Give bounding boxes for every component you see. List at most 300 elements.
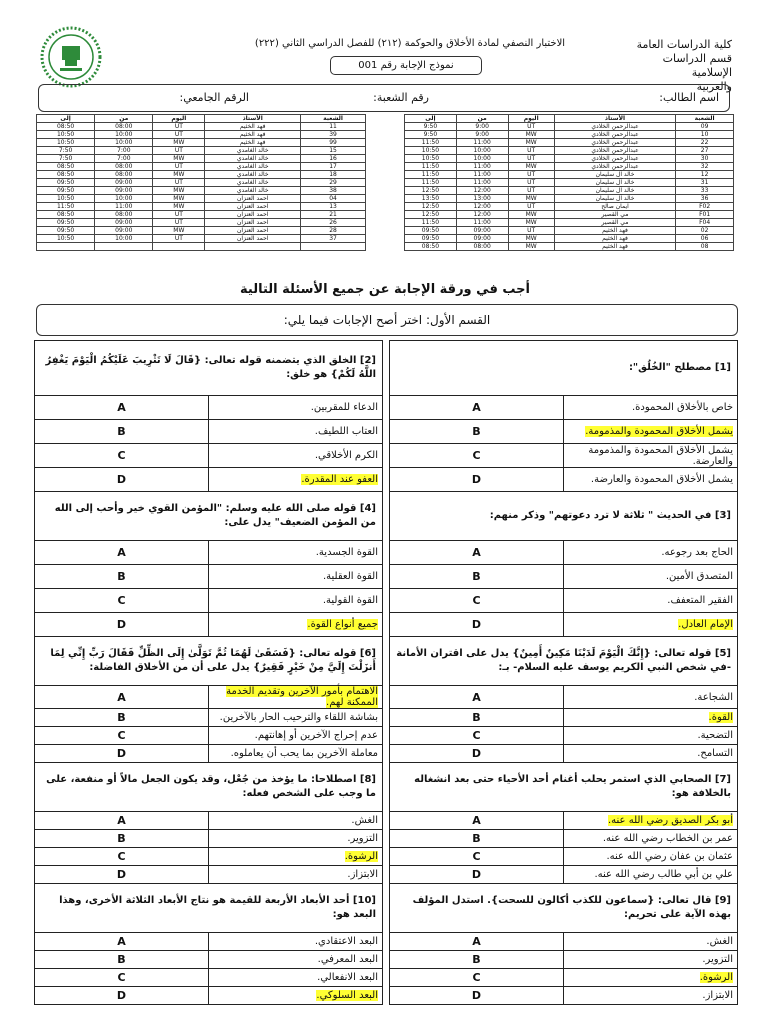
university-logo bbox=[40, 26, 102, 88]
schedule-cell: 09:50 bbox=[37, 227, 95, 235]
correct-answer-text: الرشوة. bbox=[344, 851, 378, 862]
option-text: يشمل الأخلاق المحمودة والعارضة. bbox=[590, 474, 733, 485]
question-row bbox=[35, 884, 738, 933]
schedule-cell: 9:00 bbox=[456, 123, 508, 131]
schedule-header-cell: إلى bbox=[405, 115, 457, 123]
schedule-cell: عبدالرحمن الخلادي bbox=[554, 147, 675, 155]
schedule-row bbox=[37, 139, 366, 147]
college-line: قسم الدراسات الإسلامية bbox=[662, 52, 732, 79]
column-separator bbox=[383, 341, 390, 396]
schedule-cell: 10:50 bbox=[37, 139, 95, 147]
option-letter[interactable]: B bbox=[35, 420, 209, 444]
option-cell[interactable] bbox=[209, 727, 383, 745]
question-text: [4] قوله صلى الله عليه وسلم: "المؤمن القوي خير وأحب إلى الله من المؤمن الضعيف" يدل على: bbox=[35, 492, 383, 541]
column-separator bbox=[383, 933, 390, 951]
schedule-cell: 11:00 bbox=[456, 163, 508, 171]
schedule-header-cell: من bbox=[456, 115, 508, 123]
option-cell[interactable] bbox=[564, 727, 738, 745]
schedule-cell: 09:50 bbox=[405, 227, 457, 235]
schedule-cell: 10:00 bbox=[456, 155, 508, 163]
question-row bbox=[35, 341, 738, 396]
option-letter[interactable]: C bbox=[390, 848, 564, 866]
schedule-row bbox=[405, 243, 734, 251]
schedule-cell: عبدالرحمن الخلادي bbox=[554, 155, 675, 163]
question-text: [10] أحد الأبعاد الأربعة للقيمة هو نتاج الأبعاد الثلاثة الأخرى، وهذا البعد هو: bbox=[35, 884, 383, 933]
schedule-row bbox=[37, 219, 366, 227]
schedule-row bbox=[405, 227, 734, 235]
schedule-cell bbox=[95, 243, 153, 251]
option-cell[interactable] bbox=[564, 866, 738, 884]
column-separator bbox=[383, 727, 390, 745]
schedule-cell: 08:50 bbox=[37, 163, 95, 171]
schedule-row bbox=[37, 235, 366, 243]
option-row bbox=[35, 396, 738, 420]
option-letter[interactable]: B bbox=[390, 565, 564, 589]
option-letter[interactable]: C bbox=[35, 444, 209, 468]
exam-instruction: أجب في ورقة الإجابة عن جميع الأسئلة التالية bbox=[240, 282, 530, 297]
option-text: عمر بن الخطاب رضي الله عنه. bbox=[602, 833, 733, 844]
schedule-cell: 37 bbox=[301, 235, 366, 243]
column-separator bbox=[383, 812, 390, 830]
option-cell[interactable] bbox=[209, 565, 383, 589]
schedule-row bbox=[405, 123, 734, 131]
correct-answer-text: أبو بكر الصديق رضي الله عنه. bbox=[608, 815, 733, 826]
schedule-cell: 08:50 bbox=[37, 211, 95, 219]
option-cell[interactable] bbox=[209, 933, 383, 951]
schedule-cell: 11:50 bbox=[405, 179, 457, 187]
schedule-cell: MW bbox=[508, 131, 554, 139]
option-letter[interactable]: B bbox=[35, 565, 209, 589]
schedule-cell: مي القصير bbox=[554, 219, 675, 227]
option-row bbox=[35, 866, 738, 884]
schedule-cell: 12:00 bbox=[456, 211, 508, 219]
option-letter[interactable]: D bbox=[390, 613, 564, 637]
schedule-cell: 10:00 bbox=[95, 195, 153, 203]
schedule-cell: 10:00 bbox=[95, 131, 153, 139]
option-cell[interactable] bbox=[564, 541, 738, 565]
option-cell[interactable] bbox=[564, 812, 738, 830]
option-letter[interactable]: D bbox=[35, 613, 209, 637]
option-letter[interactable]: A bbox=[390, 812, 564, 830]
schedule-cell: MW bbox=[508, 235, 554, 243]
option-letter[interactable]: A bbox=[35, 686, 209, 709]
option-letter[interactable]: C bbox=[390, 727, 564, 745]
schedule-row bbox=[405, 203, 734, 211]
schedule-cell: F01 bbox=[676, 211, 734, 219]
option-letter[interactable]: A bbox=[390, 541, 564, 565]
schedule-cell: F04 bbox=[676, 219, 734, 227]
option-cell[interactable] bbox=[209, 987, 383, 1005]
schedule-cell: 28 bbox=[301, 227, 366, 235]
option-text: الفقير المتعفف. bbox=[667, 595, 733, 606]
option-cell[interactable] bbox=[209, 396, 383, 420]
schedule-cell: 36 bbox=[676, 195, 734, 203]
schedule-cell: UT bbox=[153, 123, 205, 131]
question-text: [9] قال تعالى: {سماعون للكذب أكالون للسحت}. استدل المؤلف بهذه الآية على تحريم: bbox=[390, 884, 738, 933]
schedule-row bbox=[405, 131, 734, 139]
schedule-cell: 10:00 bbox=[456, 147, 508, 155]
schedule-cell: 08:50 bbox=[37, 171, 95, 179]
option-letter[interactable]: B bbox=[35, 830, 209, 848]
schedule-cell: فهد الخثيم bbox=[554, 243, 675, 251]
schedule-cell: 13:00 bbox=[456, 195, 508, 203]
schedule-cell: MW bbox=[508, 195, 554, 203]
option-cell[interactable] bbox=[564, 987, 738, 1005]
schedule-cell: ايمان صالح bbox=[554, 203, 675, 211]
schedule-cell: 08:00 bbox=[95, 163, 153, 171]
schedule-cell: 12:00 bbox=[456, 187, 508, 195]
schedule-cell: خالد الغامدي bbox=[205, 179, 301, 187]
exam-title: الاختبار النصفي لمادة الأخلاق والحوكمة (٢١٢) للفصل الدراسي الثاني (٢٢٢) bbox=[254, 38, 566, 49]
option-letter[interactable]: C bbox=[35, 848, 209, 866]
option-row bbox=[35, 848, 738, 866]
option-cell[interactable] bbox=[209, 848, 383, 866]
schedule-cell: 08:00 bbox=[456, 243, 508, 251]
option-cell[interactable] bbox=[564, 709, 738, 727]
schedule-cell: 7:00 bbox=[95, 147, 153, 155]
schedule-cell: 99 bbox=[301, 139, 366, 147]
schedule-header-cell: من bbox=[95, 115, 153, 123]
option-cell[interactable] bbox=[564, 745, 738, 763]
schedule-row bbox=[37, 211, 366, 219]
correct-answer-text: يشمل الأخلاق المحمودة والمذمومة. bbox=[585, 426, 733, 437]
schedule-row bbox=[405, 155, 734, 163]
option-cell[interactable] bbox=[564, 420, 738, 444]
schedule-cell: 12:50 bbox=[405, 187, 457, 195]
schedule-cell: MW bbox=[508, 243, 554, 251]
option-text: المتصدق الأمين. bbox=[665, 571, 733, 582]
schedule-cell: فهد الخثيم bbox=[205, 131, 301, 139]
schedule-row bbox=[37, 195, 366, 203]
schedule-cell: UT bbox=[508, 147, 554, 155]
schedule-cell: 08:00 bbox=[95, 123, 153, 131]
schedule-cell: 7:50 bbox=[37, 155, 95, 163]
correct-answer-text: الإمام العادل. bbox=[678, 619, 733, 630]
schedule-cell: 11:00 bbox=[456, 179, 508, 187]
correct-answer-text: العفو عند المقدرة. bbox=[301, 474, 378, 485]
schedule-cell: خالد آل سليمان bbox=[554, 195, 675, 203]
schedule-cell: 10:50 bbox=[37, 131, 95, 139]
schedule-header-cell: الأستاذ bbox=[554, 115, 675, 123]
schedule-row bbox=[37, 123, 366, 131]
option-cell[interactable] bbox=[564, 565, 738, 589]
option-letter[interactable]: D bbox=[390, 987, 564, 1005]
option-cell[interactable] bbox=[564, 969, 738, 987]
schedule-cell: 18 bbox=[301, 171, 366, 179]
schedule-cell: MW bbox=[153, 195, 205, 203]
option-letter[interactable]: B bbox=[390, 709, 564, 727]
option-row bbox=[35, 745, 738, 763]
column-separator bbox=[383, 848, 390, 866]
option-cell[interactable] bbox=[209, 709, 383, 727]
column-separator bbox=[383, 565, 390, 589]
schedule-cell: 7:00 bbox=[95, 155, 153, 163]
option-letter[interactable]: C bbox=[35, 969, 209, 987]
schedule-cell: MW bbox=[153, 203, 205, 211]
schedule-cell: 09:50 bbox=[405, 235, 457, 243]
schedule-cell bbox=[153, 243, 205, 251]
option-row bbox=[35, 709, 738, 727]
option-cell[interactable] bbox=[209, 420, 383, 444]
option-row bbox=[35, 951, 738, 969]
correct-answer-text: البعد السلوكي. bbox=[316, 990, 378, 1001]
option-letter[interactable]: A bbox=[390, 396, 564, 420]
option-letter[interactable]: B bbox=[35, 951, 209, 969]
schedule-cell: 11:00 bbox=[456, 171, 508, 179]
option-text: القوة الجسدية. bbox=[315, 547, 378, 558]
column-separator bbox=[383, 884, 390, 933]
schedule-cell: احمد العنزان bbox=[205, 203, 301, 211]
schedule-cell: MW bbox=[508, 211, 554, 219]
option-letter[interactable]: D bbox=[35, 866, 209, 884]
schedule-cell: 7:50 bbox=[37, 147, 95, 155]
option-cell[interactable] bbox=[209, 812, 383, 830]
schedule-cell: خالد آل سليمان bbox=[554, 171, 675, 179]
schedule-cell: 11:50 bbox=[405, 219, 457, 227]
correct-answer-text: الرشوة. bbox=[699, 972, 733, 983]
question-row bbox=[35, 637, 738, 686]
option-letter[interactable]: B bbox=[390, 830, 564, 848]
schedule-cell: 11:00 bbox=[95, 203, 153, 211]
column-separator bbox=[383, 637, 390, 686]
column-separator bbox=[383, 866, 390, 884]
schedule-cell: 09:00 bbox=[95, 179, 153, 187]
option-row bbox=[35, 812, 738, 830]
option-letter[interactable]: C bbox=[390, 969, 564, 987]
option-row bbox=[35, 468, 738, 492]
question-text: [3] في الحديث " ثلاثة لا ترد دعوتهم" وذكر منهم: bbox=[390, 492, 738, 541]
schedule-row bbox=[405, 211, 734, 219]
question-text: [8] اصطلاحا: ما يؤخذ من جُعْل، وقد يكون الجعل مالاً أو منفعة، على ما وجب على الشخص فعله: bbox=[35, 763, 383, 812]
option-text: الكرم الأخلاقي. bbox=[314, 450, 378, 461]
schedule-cell: 11:00 bbox=[456, 219, 508, 227]
column-separator bbox=[383, 969, 390, 987]
option-letter[interactable]: D bbox=[35, 468, 209, 492]
option-cell[interactable] bbox=[564, 951, 738, 969]
schedule-cell: 16 bbox=[301, 155, 366, 163]
schedule-cell: 13:50 bbox=[405, 195, 457, 203]
schedule-cell: 11:50 bbox=[405, 163, 457, 171]
option-letter[interactable]: A bbox=[35, 396, 209, 420]
schedule-cell: F02 bbox=[676, 203, 734, 211]
schedule-cell: 10:50 bbox=[37, 195, 95, 203]
option-cell[interactable] bbox=[564, 686, 738, 709]
schedule-cell: 32 bbox=[676, 163, 734, 171]
schedule-cell: MW bbox=[153, 227, 205, 235]
schedule-cell: 08:00 bbox=[95, 171, 153, 179]
schedule-cell: 11:00 bbox=[456, 139, 508, 147]
column-separator bbox=[383, 745, 390, 763]
option-cell[interactable] bbox=[209, 444, 383, 468]
schedule-header-cell: الشعبة bbox=[676, 115, 734, 123]
schedule-cell: 06 bbox=[676, 235, 734, 243]
option-cell[interactable] bbox=[209, 613, 383, 637]
option-letter[interactable]: A bbox=[35, 541, 209, 565]
option-letter[interactable]: D bbox=[390, 866, 564, 884]
option-letter[interactable]: C bbox=[35, 589, 209, 613]
schedule-row bbox=[37, 155, 366, 163]
schedule-row bbox=[405, 187, 734, 195]
schedule-cell: خالد الغامدي bbox=[205, 155, 301, 163]
question-text: [7] الصحابي الذي استمر يحلب أغنام أحد الأحياء حتى بعد انشغاله بالخلافة هو: bbox=[390, 763, 738, 812]
schedule-row bbox=[37, 179, 366, 187]
column-separator bbox=[383, 541, 390, 565]
option-cell[interactable] bbox=[209, 830, 383, 848]
schedule-cell: 9:50 bbox=[405, 131, 457, 139]
option-cell[interactable] bbox=[209, 969, 383, 987]
option-letter[interactable]: B bbox=[35, 709, 209, 727]
option-letter[interactable]: D bbox=[390, 468, 564, 492]
option-text: التسامح. bbox=[697, 748, 733, 759]
schedule-cell: 10 bbox=[676, 131, 734, 139]
option-text: بشاشة اللقاء والترحيب الحار بالآخرين. bbox=[219, 712, 378, 723]
option-text: عثمان بن عفان رضي الله عنه. bbox=[606, 851, 733, 862]
schedule-cell: 21 bbox=[301, 211, 366, 219]
schedule-cell: احمد العنزان bbox=[205, 195, 301, 203]
option-cell[interactable] bbox=[564, 396, 738, 420]
option-letter[interactable]: D bbox=[35, 745, 209, 763]
student-info-box bbox=[38, 84, 730, 112]
option-text: عدم إحراج الآخرين أو إهانتهم. bbox=[254, 730, 378, 741]
schedule-row bbox=[37, 227, 366, 235]
schedule-cell: 09:50 bbox=[37, 179, 95, 187]
schedule-cell: 31 bbox=[676, 179, 734, 187]
option-letter[interactable]: A bbox=[390, 686, 564, 709]
option-cell[interactable] bbox=[564, 468, 738, 492]
schedule-cell: 11:50 bbox=[405, 139, 457, 147]
option-cell[interactable] bbox=[209, 951, 383, 969]
column-separator bbox=[383, 830, 390, 848]
schedule-cell: 09:00 bbox=[95, 187, 153, 195]
schedule-cell: 02 bbox=[676, 227, 734, 235]
schedule-cell: UT bbox=[153, 147, 205, 155]
schedule-table-right bbox=[404, 114, 734, 251]
schedule-row bbox=[405, 195, 734, 203]
option-text: البعد الاعتقادي. bbox=[314, 936, 378, 947]
option-cell[interactable] bbox=[564, 830, 738, 848]
schedule-cell: 38 bbox=[301, 187, 366, 195]
schedule-header-cell: إلى bbox=[37, 115, 95, 123]
option-letter[interactable]: A bbox=[35, 812, 209, 830]
schedule-row bbox=[405, 171, 734, 179]
schedule-cell: 09:00 bbox=[95, 227, 153, 235]
option-row bbox=[35, 565, 738, 589]
schedule-cell bbox=[301, 243, 366, 251]
column-separator bbox=[383, 420, 390, 444]
schedule-cell: خالد الغامدي bbox=[205, 147, 301, 155]
option-cell[interactable] bbox=[209, 541, 383, 565]
schedule-cell: مي القصير bbox=[554, 211, 675, 219]
schedule-cell: 12 bbox=[676, 171, 734, 179]
schedule-cell: 27 bbox=[676, 147, 734, 155]
schedule-cell: 39 bbox=[301, 131, 366, 139]
option-cell[interactable] bbox=[209, 866, 383, 884]
schedule-cell: احمد العنزان bbox=[205, 227, 301, 235]
option-text: القوة العقلية. bbox=[322, 571, 378, 582]
schedule-header-cell: اليوم bbox=[508, 115, 554, 123]
schedule-cell: UT bbox=[508, 171, 554, 179]
correct-answer-text: جميع أنواع القوة. bbox=[307, 619, 378, 630]
schedule-cell: UT bbox=[508, 203, 554, 211]
option-cell[interactable] bbox=[564, 589, 738, 613]
schedule-cell: 08:50 bbox=[405, 243, 457, 251]
option-text: الدعاء للمقربين. bbox=[310, 402, 378, 413]
option-row bbox=[35, 686, 738, 709]
option-text: التزوير. bbox=[702, 954, 733, 965]
schedule-row bbox=[37, 171, 366, 179]
option-cell[interactable] bbox=[209, 468, 383, 492]
option-text: التزوير. bbox=[347, 833, 378, 844]
schedule-cell: MW bbox=[153, 139, 205, 147]
option-letter[interactable]: A bbox=[390, 933, 564, 951]
college-line: كلية الدراسات العامة bbox=[636, 38, 732, 51]
question-text: [5] قوله تعالى: {إِنَّكَ الْيَوْمَ لَدَيْنَا مَكِينٌ أَمِينٌ} يدل على اقتران الأمانة -في شخص النبي الكريم يوسف عليه السلام- بـ: bbox=[390, 637, 738, 686]
option-letter[interactable]: D bbox=[35, 987, 209, 1005]
schedule-cell: 9:50 bbox=[405, 123, 457, 131]
schedule-cell: خالد الغامدي bbox=[205, 171, 301, 179]
schedule-row bbox=[37, 131, 366, 139]
option-text: الابتزاز. bbox=[702, 990, 733, 1001]
question-text: [2] الخلق الذي يتضمنه قوله تعالى: {قَالَ لَا تَثْرِيبَ عَلَيْكُمُ الْيَوْمَ يَغْفِرُ اللَّهُ لَكُمْ} هو خلق: bbox=[35, 341, 383, 396]
option-cell[interactable] bbox=[209, 745, 383, 763]
schedule-cell: عبدالرحمن الخلادي bbox=[554, 131, 675, 139]
option-cell[interactable] bbox=[209, 686, 383, 709]
option-text: البعد المعرفي. bbox=[317, 954, 378, 965]
model-label: نموذج الإجابة رقم 001 bbox=[330, 56, 482, 75]
schedule-row bbox=[405, 139, 734, 147]
option-letter[interactable]: C bbox=[35, 727, 209, 745]
schedule-cell: MW bbox=[508, 219, 554, 227]
option-text: معاملة الآخرين بما يحب أن يعاملوه. bbox=[230, 748, 378, 759]
option-row bbox=[35, 830, 738, 848]
option-letter[interactable]: A bbox=[35, 933, 209, 951]
schedule-cell: 09:50 bbox=[37, 187, 95, 195]
option-cell[interactable] bbox=[564, 848, 738, 866]
option-text: الابتزاز. bbox=[347, 869, 378, 880]
option-cell[interactable] bbox=[564, 613, 738, 637]
schedule-cell: UT bbox=[508, 187, 554, 195]
schedule-cell: 10:00 bbox=[95, 139, 153, 147]
correct-answer-text: القوة. bbox=[708, 712, 733, 723]
schedule-cell: 10:50 bbox=[37, 235, 95, 243]
option-letter[interactable]: B bbox=[390, 951, 564, 969]
option-text: الشجاعة. bbox=[694, 691, 733, 703]
schedule-cell: UT bbox=[153, 211, 205, 219]
option-cell[interactable] bbox=[564, 444, 738, 468]
schedule-row bbox=[37, 187, 366, 195]
column-separator bbox=[383, 444, 390, 468]
option-row bbox=[35, 727, 738, 745]
schedule-cell: احمد العنزان bbox=[205, 235, 301, 243]
column-separator bbox=[383, 763, 390, 812]
schedule-cell: 12:00 bbox=[456, 203, 508, 211]
schedule-row bbox=[37, 163, 366, 171]
option-letter[interactable]: C bbox=[390, 444, 564, 468]
column-separator bbox=[383, 492, 390, 541]
option-text: الغش. bbox=[351, 815, 378, 826]
schedule-cell: 15 bbox=[301, 147, 366, 155]
schedule-row bbox=[405, 219, 734, 227]
option-letter[interactable]: C bbox=[390, 589, 564, 613]
schedule-cell: عبدالرحمن الخلادي bbox=[554, 163, 675, 171]
schedule-cell: 12:50 bbox=[405, 203, 457, 211]
option-letter[interactable]: D bbox=[390, 745, 564, 763]
schedule-cell: 08 bbox=[676, 243, 734, 251]
option-cell[interactable] bbox=[209, 589, 383, 613]
student-name-label: اسم الطالب: bbox=[659, 91, 719, 104]
option-cell[interactable] bbox=[564, 933, 738, 951]
option-letter[interactable]: B bbox=[390, 420, 564, 444]
